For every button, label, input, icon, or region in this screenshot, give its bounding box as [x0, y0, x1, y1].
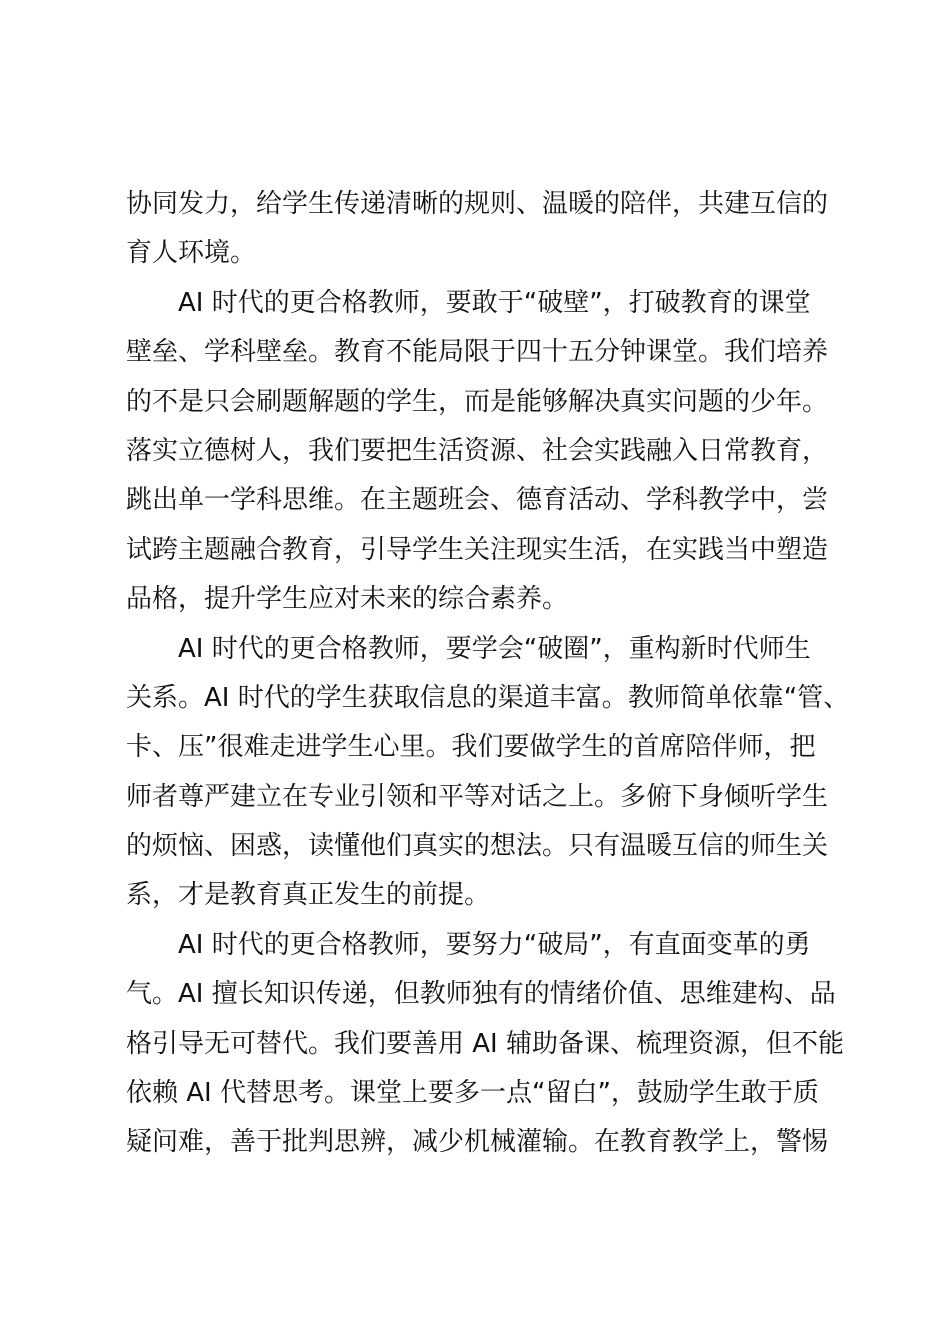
text-line: 的烦恼、困惑，读懂他们真实的想法。只有温暖互信的师生关: [126, 831, 829, 862]
text-line: 跳出单一学科思维。在主题班会、德育活动、学科教学中，尝: [126, 485, 829, 516]
paragraph-continuation: [126, 180, 838, 279]
text-line: 气。AI 擅长知识传递，但教师独有的情绪价值、思维建构、品: [126, 979, 836, 1010]
text-line: 的不是只会刷题解题的学生，而是能够解决真实问题的少年。: [126, 386, 829, 417]
text-line: 依赖 AI 代替思考。课堂上要多一点“留白”，鼓励学生敢于质: [126, 1078, 819, 1109]
text-line: AI 时代的更合格教师，要努力“破局”，有直面变革的勇: [178, 929, 811, 960]
text-line: 壁垒、学科壁垒。教育不能局限于四十五分钟课堂。我们培养: [126, 337, 829, 368]
text-line: 格引导无可替代。我们要善用 AI 辅助备课、梳理资源，但不能: [126, 1028, 844, 1059]
paragraph-break-walls: [126, 279, 838, 625]
text-line: 试跨主题融合教育，引导学生关注现实生活，在实践当中塑造: [126, 534, 829, 565]
text-line: 师者尊严建立在专业引领和平等对话之上。多俯下身倾听学生: [126, 781, 829, 812]
text-line: 品格，提升学生应对未来的综合素养。: [126, 584, 569, 615]
text-line: AI 时代的更合格教师，要敢于“破壁”，打破教育的课堂: [178, 287, 811, 318]
text-line: 育人环境。: [126, 238, 257, 269]
document-body: [126, 180, 850, 1168]
text-line: 协同发力，给学生传递清晰的规则、温暖的陪伴，共建互信的: [126, 189, 829, 219]
text-line: 卡、压”很难走进学生心里。我们要做学生的首席陪伴师，把: [126, 732, 816, 763]
text-line: 落实立德树人，我们要把生活资源、社会实践融入日常教育，: [126, 435, 829, 466]
text-line: AI 时代的更合格教师，要学会“破圈”，重构新时代师生: [178, 633, 811, 664]
text-line: 关系。AI 时代的学生获取信息的渠道丰富。教师简单依靠“管、: [126, 682, 850, 713]
text-line: 疑问难，善于批判思辨，减少机械灌输。在教育教学上，警惕: [126, 1127, 829, 1158]
paragraph-break-circle: [126, 625, 850, 921]
paragraph-break-deadlock: [126, 921, 844, 1168]
text-line: 系，才是教育真正发生的前提。: [126, 880, 491, 911]
